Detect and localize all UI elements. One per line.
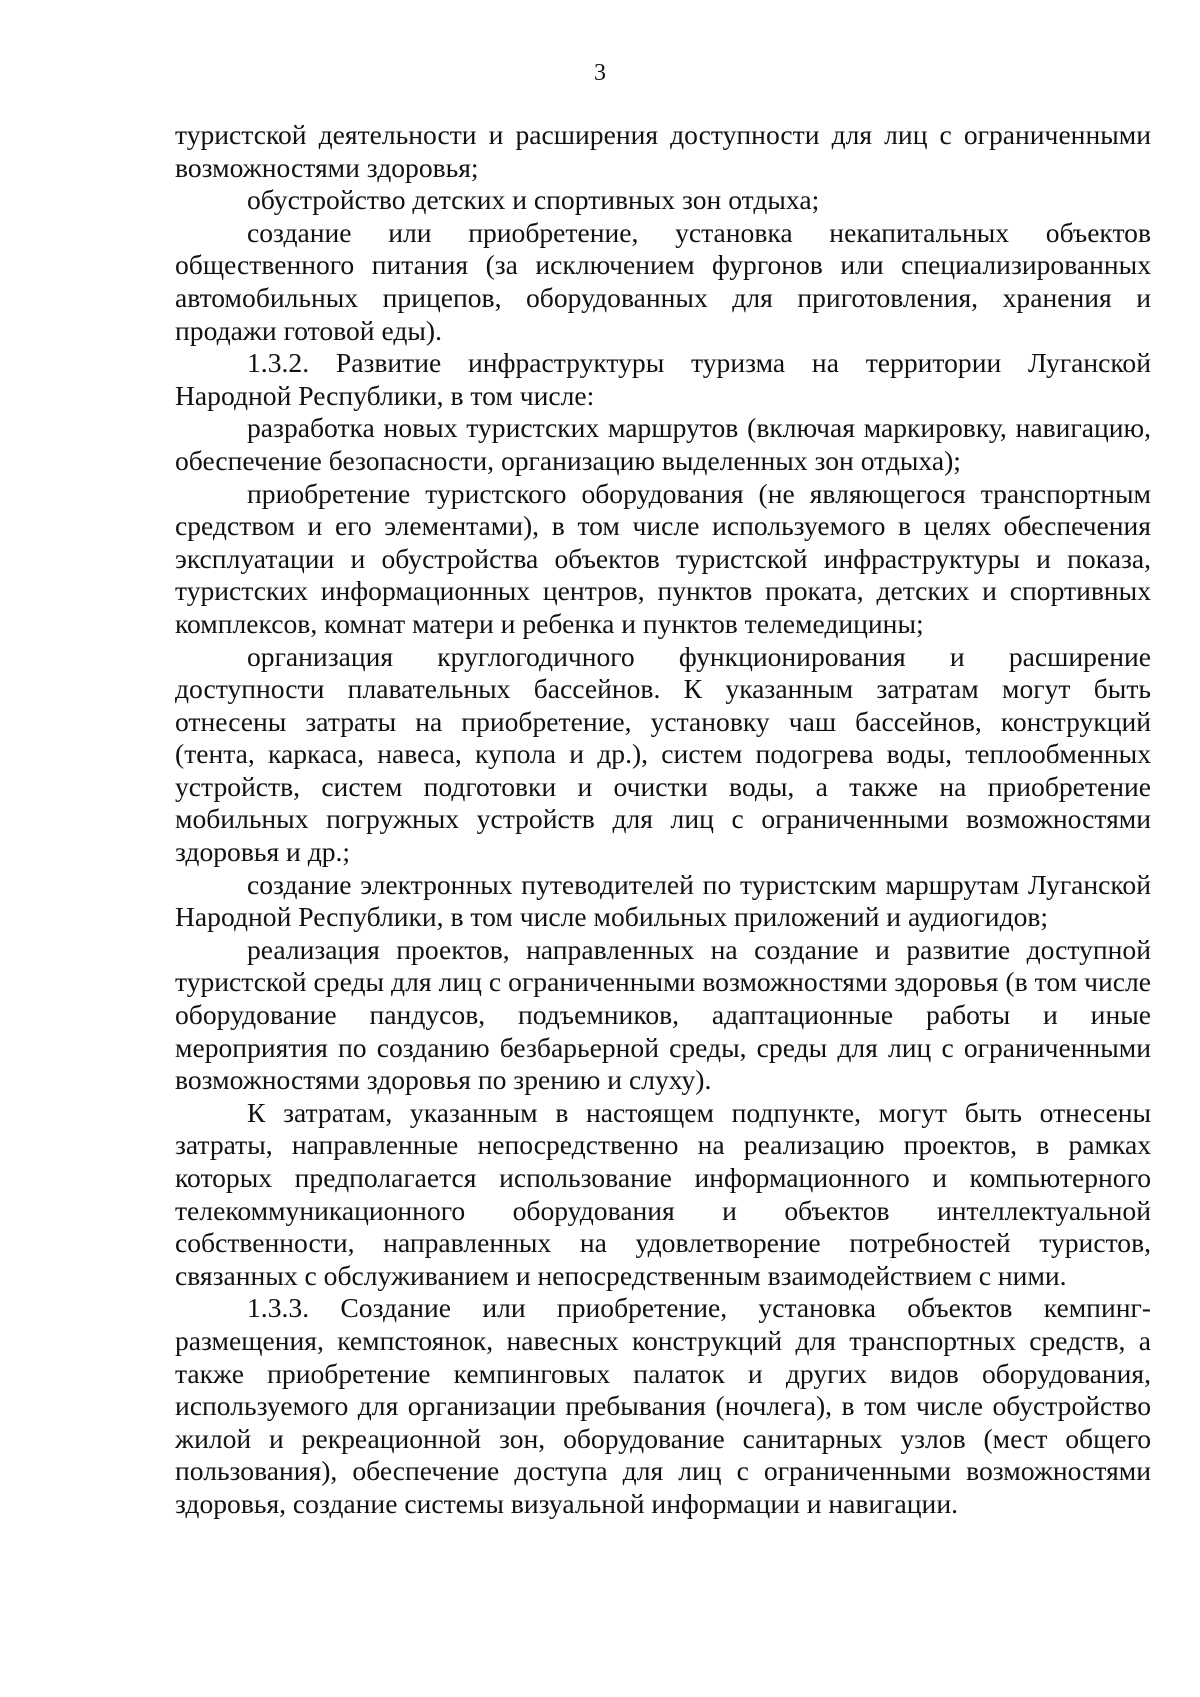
paragraph-section-1-3-3: 1.3.3. Создание или приобретение, установка объектов кемпинг-размещения, кемпстоянок, навесных конструкций для транспортных средств, а также приобретение кемпинговых палаток и других видов оборудования, используемого для организации пребывания (ночлега), в том числе обустройство жилой и рекреационной зон, оборудование санитарных узлов (мест общего пользования), обеспечение доступа для лиц с ограниченными возможностями здоровья, создание системы визуальной информации и навигации.: [175, 1292, 1151, 1519]
paragraph-catering-objects: создание или приобретение, установка некапитальных объектов общественного питания (за исключением фургонов или специализированных автомобильных прицепов, оборудованных для приготовления, хранения и продажи готовой еды).: [175, 216, 1151, 346]
paragraph-section-1-3-2: 1.3.2. Развитие инфраструктуры туризма на территории Луганской Народной Республики, в том числе:: [175, 347, 1151, 411]
paragraph-children-sports-zones: обустройство детских и спортивных зон отдыха;: [247, 184, 820, 216]
page-number: 3: [594, 60, 606, 86]
paragraph-costs-note: К затратам, указанным в настоящем подпункте, могут быть отнесены затраты, направленные непосредственно на реализацию проектов, в рамках которых предполагается использование информационного и компьютерного телекоммуникационного оборудования и объектов интеллектуальной собственности, направленных на удовлетворение потребностей туристов, связанных с обслуживанием и непосредственным взаимодействием с ними.: [175, 1096, 1151, 1291]
paragraph-continuation: туристской деятельности и расширения доступности для лиц с ограниченными возможностями здоровья;: [175, 119, 1151, 183]
paragraph-accessible-environment: реализация проектов, направленных на создание и развитие доступной туристской среды для лиц с ограниченными возможностями здоровья (в том числе оборудование пандусов, подъемников, адаптационные работы и иные мероприятия по созданию безбарьерной среды, среды для лиц с ограниченными возможностями здоровья по зрению и слуху).: [175, 933, 1151, 1096]
paragraph-tourist-equipment: приобретение туристского оборудования (не являющегося транспортным средством и его элементами), в том числе используемого в целях обеспечения эксплуатации и обустройства объектов туристской инфраструктуры и показа, туристских информационных центров, пунктов проката, детских и спортивных комплексов, комнат матери и ребенка и пунктов телемедицины;: [175, 477, 1151, 639]
paragraph-swimming-pools: организация круглогодичного функционирования и расширение доступности плавательных бассейнов. К указанным затратам могут быть отнесены затраты на приобретение, установку чаш бассейнов, конструкций (тента, каркаса, навеса, купола и др.), систем подогрева воды, теплообменных устройств, систем подготовки и очистки воды, а также на приобретение мобильных погружных устройств для лиц с ограниченными возможностями здоровья и др.;: [175, 640, 1151, 868]
paragraph-electronic-guides: создание электронных путеводителей по туристским маршрутам Луганской Народной Республики, в том числе мобильных приложений и аудиогидов;: [175, 868, 1151, 933]
paragraph-tourist-routes: разработка новых туристских маршрутов (включая маркировку, навигацию, обеспечение безопасности, организацию выделенных зон отдыха);: [175, 412, 1151, 476]
document-body: [175, 119, 1151, 1521]
